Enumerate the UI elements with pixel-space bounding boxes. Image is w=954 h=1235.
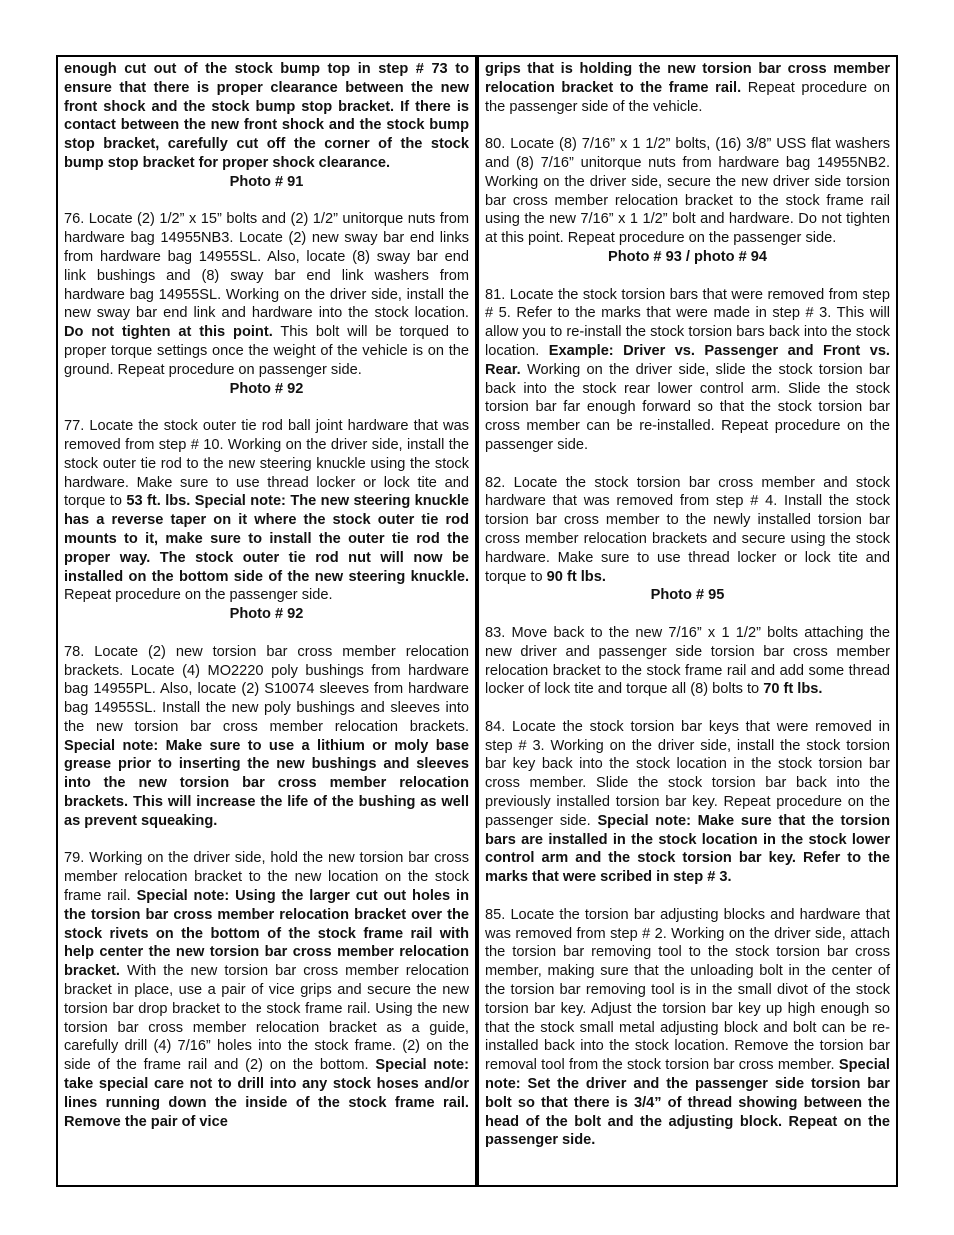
step-79 <box>64 849 469 1131</box>
bold-text: Special note: Make sure that the torsion bars are installed in the stock location in the stock lower control arm and the stock torsion bar key. Refer to the marks that were scribed in step # 3. <box>485 812 890 886</box>
step-82 <box>485 474 890 606</box>
bold-text: Special note: take special care not to drill into any stock hoses and/or lines running down the inside of the stock frame rail. Remove the pair of vice <box>64 1057 469 1130</box>
bold-text: Do not tighten at this point. <box>64 324 273 341</box>
step-text: 81. Locate the stock torsion bars that were removed from step # 5. Refer to the marks that were made in step # 3. This will allow you to re-install the stock torsion bars back into the stock location. <box>485 286 890 359</box>
step-84 <box>485 718 890 887</box>
step-text: 77. Locate the stock outer tie rod ball joint hardware that was removed from step # 10. Working on the driver side, install the stock outer tie rod to the new steering knuckle using the stock hardware. Make sure to use thread locker or lock tite and torque to <box>64 418 469 510</box>
bold-text: 53 ft. lbs. Special note: The new steering knuckle has a reverse taper on it where the stock outer tie rod mounts to it, make sure to install the outer tie rod the proper way. The stock outer tie rod nut will now be installed on the bottom side of the new steering knuckle. <box>64 493 469 585</box>
step-text: 83. Move back to the new 7/16” x 1 1/2” bolts attaching the new driver and passenger side torsion bar cross member relocation bracket to the stock frame rail and add some thread locker of lock tite and torque all (8) bolts to <box>485 624 890 698</box>
photo-reference: Photo # 92 <box>229 606 304 623</box>
instruction-page-frame <box>56 55 898 1187</box>
photo-reference: Photo # 91 <box>229 173 304 190</box>
photo-reference: Photo # 93 / photo # 94 <box>608 248 767 265</box>
step-79-continuation <box>485 60 890 116</box>
step-text: This bolt will be torqued to proper torque settings once the weight of the vehicle is on the ground. Repeat procedure on passenger side. <box>64 324 469 378</box>
step-text: Repeat procedure on the passenger side of the vehicle. <box>485 79 890 115</box>
bold-text: enough cut out of the stock bump top in step # 73 to ensure that there is proper clearance between the new front shock and the stock bump stop bracket. If there is contact between the new front shock and the stock bump stop bracket, carefully cut off the corner of the stock bump stop bracket for proper shock clearance. <box>64 61 469 171</box>
step-75-continuation <box>64 60 469 192</box>
bold-text: Special note: Make sure to use a lithium or moly base grease prior to inserting the new bushings and sleeves into the new torsion bar cross member relocation brackets. This will increase the life of the bushing as well as prevent squeaking. <box>64 737 469 829</box>
step-85 <box>485 906 890 1150</box>
photo-reference: Photo # 95 <box>650 587 725 604</box>
step-81 <box>485 286 890 455</box>
step-text: With the new torsion bar cross member relocation bracket in place, use a pair of vice grips and secure the new torsion bar drop bracket to the stock frame rail. Using the new torsion bar cross member relocation bracket as a guide, carefully drill (4) 7/16” holes into the stock frame. (2) on the side of the frame rail and (2) on the bottom. <box>64 963 469 1074</box>
photo-reference: Photo # 92 <box>229 380 304 397</box>
step-text: Working on the driver side, slide the stock torsion bar back into the stock rear lower control arm. Slide the stock torsion bar far enough forward so that the stock torsion bar cross member can be re-installed. Repeat procedure on the passenger side. <box>485 361 890 453</box>
step-83 <box>485 624 890 699</box>
step-text: 79. Working on the driver side, hold the new torsion bar cross member relocation bracket to the new location on the stock frame rail. <box>64 850 469 905</box>
step-text: 82. Locate the stock torsion bar cross member and stock hardware that was removed from step # 4. Install the stock torsion bar cross member to the newly installed torsion bar cross member relocation brackets and secure using the stock hardware. Make sure to use thread locker or lock tite and torque to <box>485 474 890 585</box>
bold-text: 70 ft lbs. <box>763 681 823 698</box>
bold-text: Special note: Using the larger cut out holes in the torsion bar cross member relocation bracket over the stock rivets on the bottom of the stock frame rail with help center the new torsion bar cross member relocation bracket. <box>64 888 469 980</box>
step-text: 76. Locate (2) 1/2” x 15” bolts and (2) 1/2” unitorque nuts from hardware bag 14955NB3. Locate (2) new sway bar end links from hardware bag 14955SL. Also, locate (8) sway bar end link bushings and (8) sway bar end link washers from hardware bag 14955SL. Working on the driver side, install the new sway bar end link and hardware into the stock location. <box>64 211 469 322</box>
step-80 <box>485 135 890 267</box>
step-text: 84. Locate the stock torsion bar keys that were removed in step # 3. Working on the driver side, install the stock torsion bar key back into the stock location in the stock torsion bar cross member. Slide the stock torsion bar back into the previously installed torsion bar key. Repeat procedure on the passenger side. <box>485 718 890 829</box>
bold-text: Special note: Set the driver and the passenger side torsion bar bolt so that there is 3/4” of thread showing between the head of the bolt and the adjusting block. Repeat on the passenger side. <box>485 1057 890 1149</box>
step-76 <box>64 210 469 398</box>
step-text: 78. Locate (2) new torsion bar cross member relocation brackets. Locate (4) MO2220 poly bushings from hardware bag 14955PL. Also, locate (2) S10074 sleeves from hardware bag 14955SL. Install the new poly bushings and sleeves into the new torsion bar cross member relocation brackets. <box>64 643 469 735</box>
bold-text: grips that is holding the new torsion bar cross member relocation bracket to the frame rail. <box>485 61 890 96</box>
step-78 <box>64 643 469 831</box>
right-column <box>479 57 896 1185</box>
step-77 <box>64 417 469 624</box>
bold-text: Example: Driver vs. Passenger and Front vs. Rear. <box>485 342 890 378</box>
left-column <box>58 57 479 1185</box>
step-text: 80. Locate (8) 7/16” x 1 1/2” bolts, (16) 3/8” USS flat washers and (8) 7/16” unitorque nuts from hardware bag 14955NB2. Working on the driver side, secure the new driver side torsion bar cross member relocation bracket to the stock frame rail using the new 7/16” x 1 1/2” bolt and hardware. Do not tighten at this point. Repeat procedure on the passenger side. <box>485 136 890 247</box>
step-text: Repeat procedure on the passenger side. <box>64 587 333 604</box>
bold-text: 90 ft lbs. <box>546 568 606 585</box>
step-text: 85. Locate the torsion bar adjusting blocks and hardware that was removed from step # 2. Working on the driver side, attach the torsion bar removing tool to the stock torsion bar cross member, making sure that the unloading bolt in the center of the torsion bar removing tool is in the small divot of the stock torsion bar key. Adjust the torsion bar key up high enough so that the stock small metal adjusting block and bolt can be re-installed back into the stock location. Remove the torsion bar removal tool from the stock torsion bar cross member. <box>485 906 890 1074</box>
